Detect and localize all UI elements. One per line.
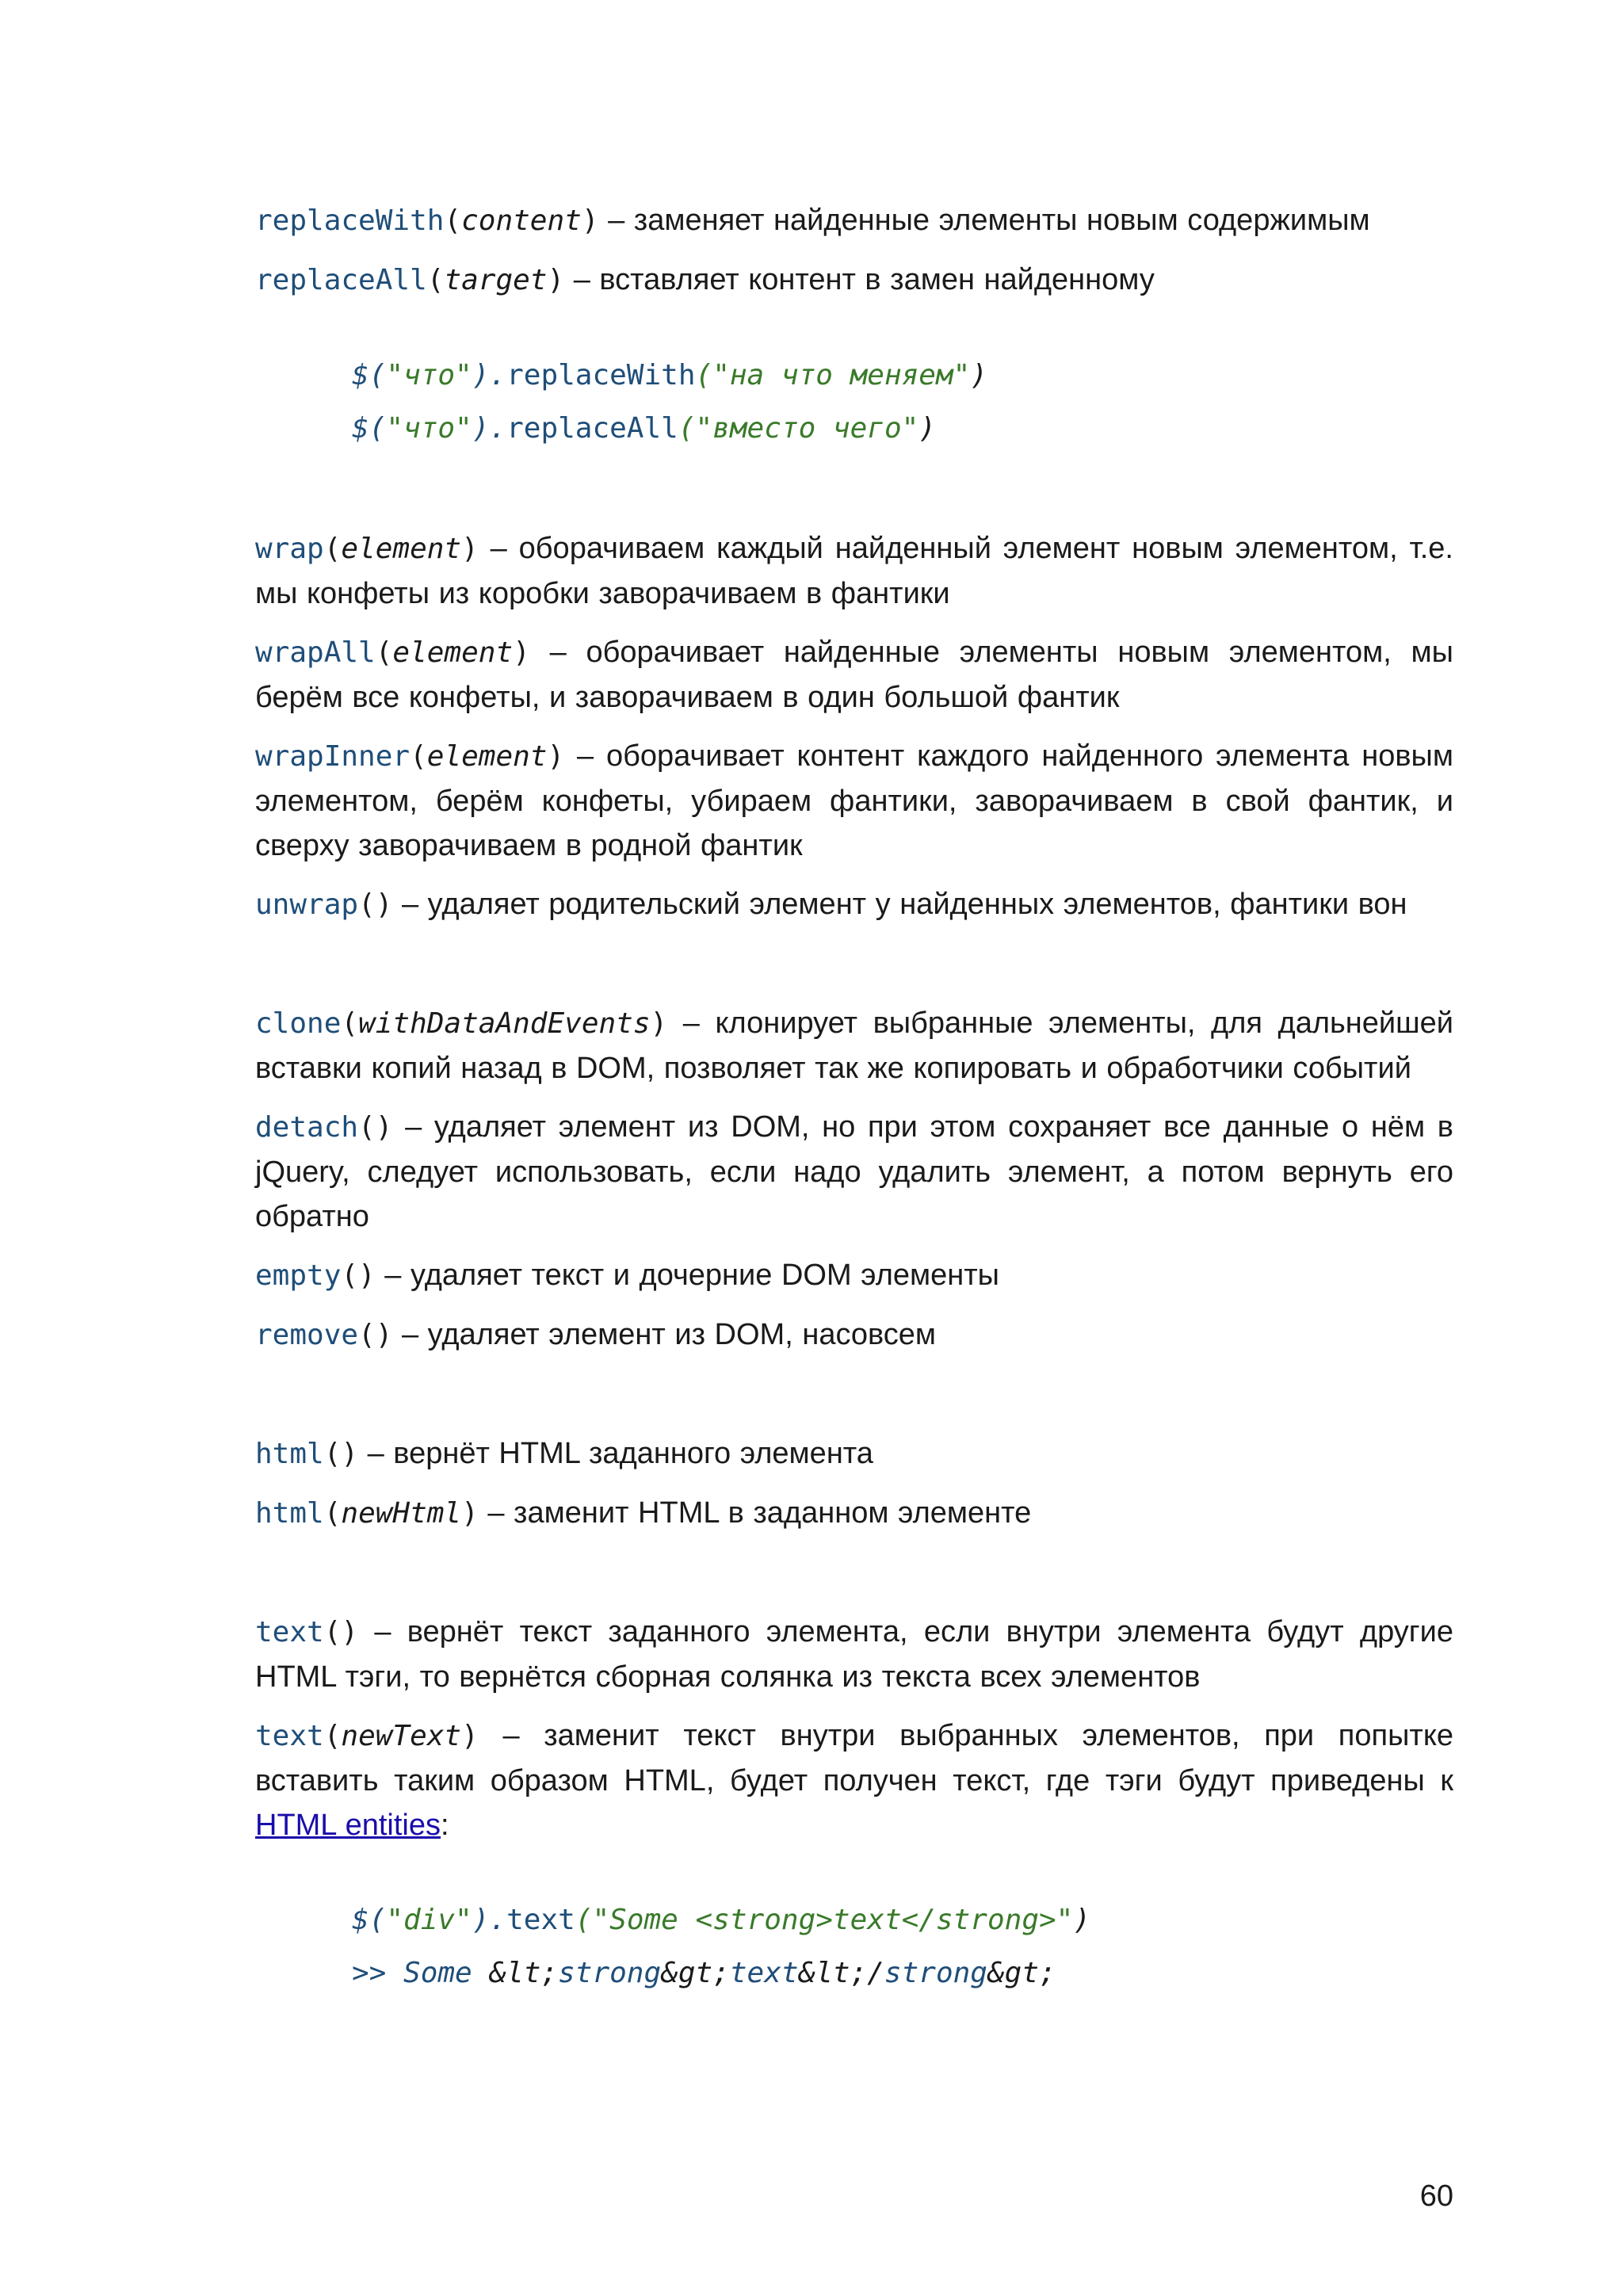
entry-description: – удаляет элемент из DOM, но при этом сохраняет все данные о нём в jQuery, следует использовать, если надо удалить элемент, а потом вернуть его обратно bbox=[255, 1110, 1453, 1233]
code-output-line: >> Some &lt;strong&gt;text&lt;/strong&gt; bbox=[352, 1957, 1056, 1989]
function-name: html bbox=[255, 1438, 324, 1470]
entry-description: – удаляет родительский элемент у найденных элементов, фантики вон bbox=[392, 888, 1407, 921]
code-line: $("div").text("Some <strong>text</strong>") bbox=[352, 1904, 1091, 1936]
entry-description: – удаляет текст и дочерние DOM элементы bbox=[375, 1259, 999, 1292]
function-name: unwrap bbox=[255, 888, 359, 921]
code-line: $("что").replaceAll("вместо чего") bbox=[352, 412, 936, 445]
entry-description: – заменит текст внутри выбранных элементов, при попытке вставить таким образом HTML, будет получен текст, где тэги будут приведены к bbox=[255, 1719, 1453, 1797]
entry-description: – заменяет найденные элементы новым содержимым bbox=[598, 204, 1370, 237]
entry-empty: empty() – удаляет текст и дочерние DOM элементы bbox=[255, 1259, 999, 1292]
function-name: wrapInner bbox=[255, 740, 411, 773]
entry-description: – вернёт HTML заданного элемента bbox=[358, 1437, 873, 1470]
function-name: replaceWith bbox=[255, 204, 445, 237]
entry-replacewith: replaceWith(content) – заменяет найденные элементы новым содержимым bbox=[255, 204, 1370, 237]
entry-description: – оборачиваем каждый найденный элемент новым элементом, т.е. мы конфеты из коробки заворачиваем в фантики bbox=[255, 532, 1453, 610]
code-example-replace bbox=[255, 349, 1453, 455]
function-argument: newHtml bbox=[341, 1497, 462, 1530]
entry-html-get: html() – вернёт HTML заданного элемента bbox=[255, 1437, 873, 1470]
html-entities-link[interactable]: HTML entities bbox=[255, 1809, 441, 1842]
function-argument: withDataAndEvents bbox=[358, 1007, 651, 1040]
function-name: html bbox=[255, 1497, 324, 1530]
function-argument: element bbox=[341, 533, 462, 565]
code-example-text bbox=[255, 1893, 1453, 2000]
entry-wrapall: wrapAll(element) – оборачивает найденные элементы новым элементом, мы берём все конфеты, и заворачиваем в один большой фантик bbox=[255, 636, 1453, 714]
function-name: text bbox=[255, 1616, 324, 1648]
entry-description: – оборачивает найденные элементы новым элементом, мы берём все конфеты, и заворачиваем в один большой фантик bbox=[255, 636, 1453, 714]
entry-text-set: text(newText) – заменит текст внутри выбранных элементов, при попытке вставить таким образом HTML, будет получен текст, где тэги будут приведены к HTML entities: bbox=[255, 1719, 1453, 1842]
function-argument: element bbox=[426, 740, 548, 773]
entry-wrap: wrap(element) – оборачиваем каждый найденный элемент новым элементом, т.е. мы конфеты из коробки заворачиваем в фантики bbox=[255, 532, 1453, 610]
function-name: replaceAll bbox=[255, 264, 427, 296]
function-name: text bbox=[255, 1720, 324, 1752]
entry-description: – вернёт текст заданного элемента, если внутри элемента будут другие HTML тэги, то вернётся сборная солянка из текста всех элементов bbox=[255, 1615, 1453, 1694]
entry-description: – удаляет элемент из DOM, насовсем bbox=[392, 1318, 937, 1351]
function-argument: target bbox=[444, 264, 548, 296]
function-name: wrap bbox=[255, 533, 324, 565]
entry-text-get: text() – вернёт текст заданного элемента, если внутри элемента будут другие HTML тэги, то вернётся сборная солянка из текста всех элементов bbox=[255, 1615, 1453, 1694]
function-argument: content bbox=[461, 204, 582, 237]
entry-wrapinner: wrapInner(element) – оборачивает контент каждого найденного элемента новым элементом, берём конфеты, убираем фантики, заворачиваем в свой фантик, и сверху заворачиваем в родной фантик bbox=[255, 739, 1453, 862]
entry-description: – вставляет контент в замен найденному bbox=[564, 263, 1155, 296]
entry-replaceall: replaceAll(target) – вставляет контент в замен найденному bbox=[255, 263, 1155, 296]
function-name: detach bbox=[255, 1111, 359, 1144]
function-name: wrapAll bbox=[255, 636, 376, 669]
entry-description: – заменит HTML в заданном элементе bbox=[478, 1496, 1032, 1530]
entry-html-set: html(newHtml) – заменит HTML в заданном элементе bbox=[255, 1496, 1032, 1530]
code-line: $("что").replaceWith("на что меняем") bbox=[352, 359, 987, 392]
entry-description: – оборачивает контент каждого найденного элемента новым элементом, берём конфеты, убираем фантики, заворачиваем в свой фантик, и сверху заворачиваем в родной фантик bbox=[255, 739, 1453, 862]
function-name: empty bbox=[255, 1259, 342, 1292]
entry-remove: remove() – удаляет элемент из DOM, насовсем bbox=[255, 1318, 937, 1351]
document-page bbox=[255, 198, 1453, 2000]
entry-description: – клонирует выбранные элементы, для дальнейшей вставки копий назад в DOM, позволяет так же копировать и обработчики событий bbox=[255, 1007, 1453, 1085]
page-number: 60 bbox=[1419, 2179, 1453, 2213]
entry-detach: detach() – удаляет элемент из DOM, но при этом сохраняет все данные о нём в jQuery, следует использовать, если надо удалить элемент, а потом вернуть его обратно bbox=[255, 1110, 1453, 1233]
function-name: remove bbox=[255, 1319, 359, 1351]
entry-clone: clone(withDataAndEvents) – клонирует выбранные элементы, для дальнейшей вставки копий назад в DOM, позволяет так же копировать и обработчики событий bbox=[255, 1007, 1453, 1085]
function-name: clone bbox=[255, 1007, 342, 1040]
function-argument: element bbox=[392, 636, 514, 669]
function-argument: newText bbox=[341, 1720, 462, 1752]
entry-unwrap: unwrap() – удаляет родительский элемент у найденных элементов, фантики вон bbox=[255, 888, 1407, 921]
